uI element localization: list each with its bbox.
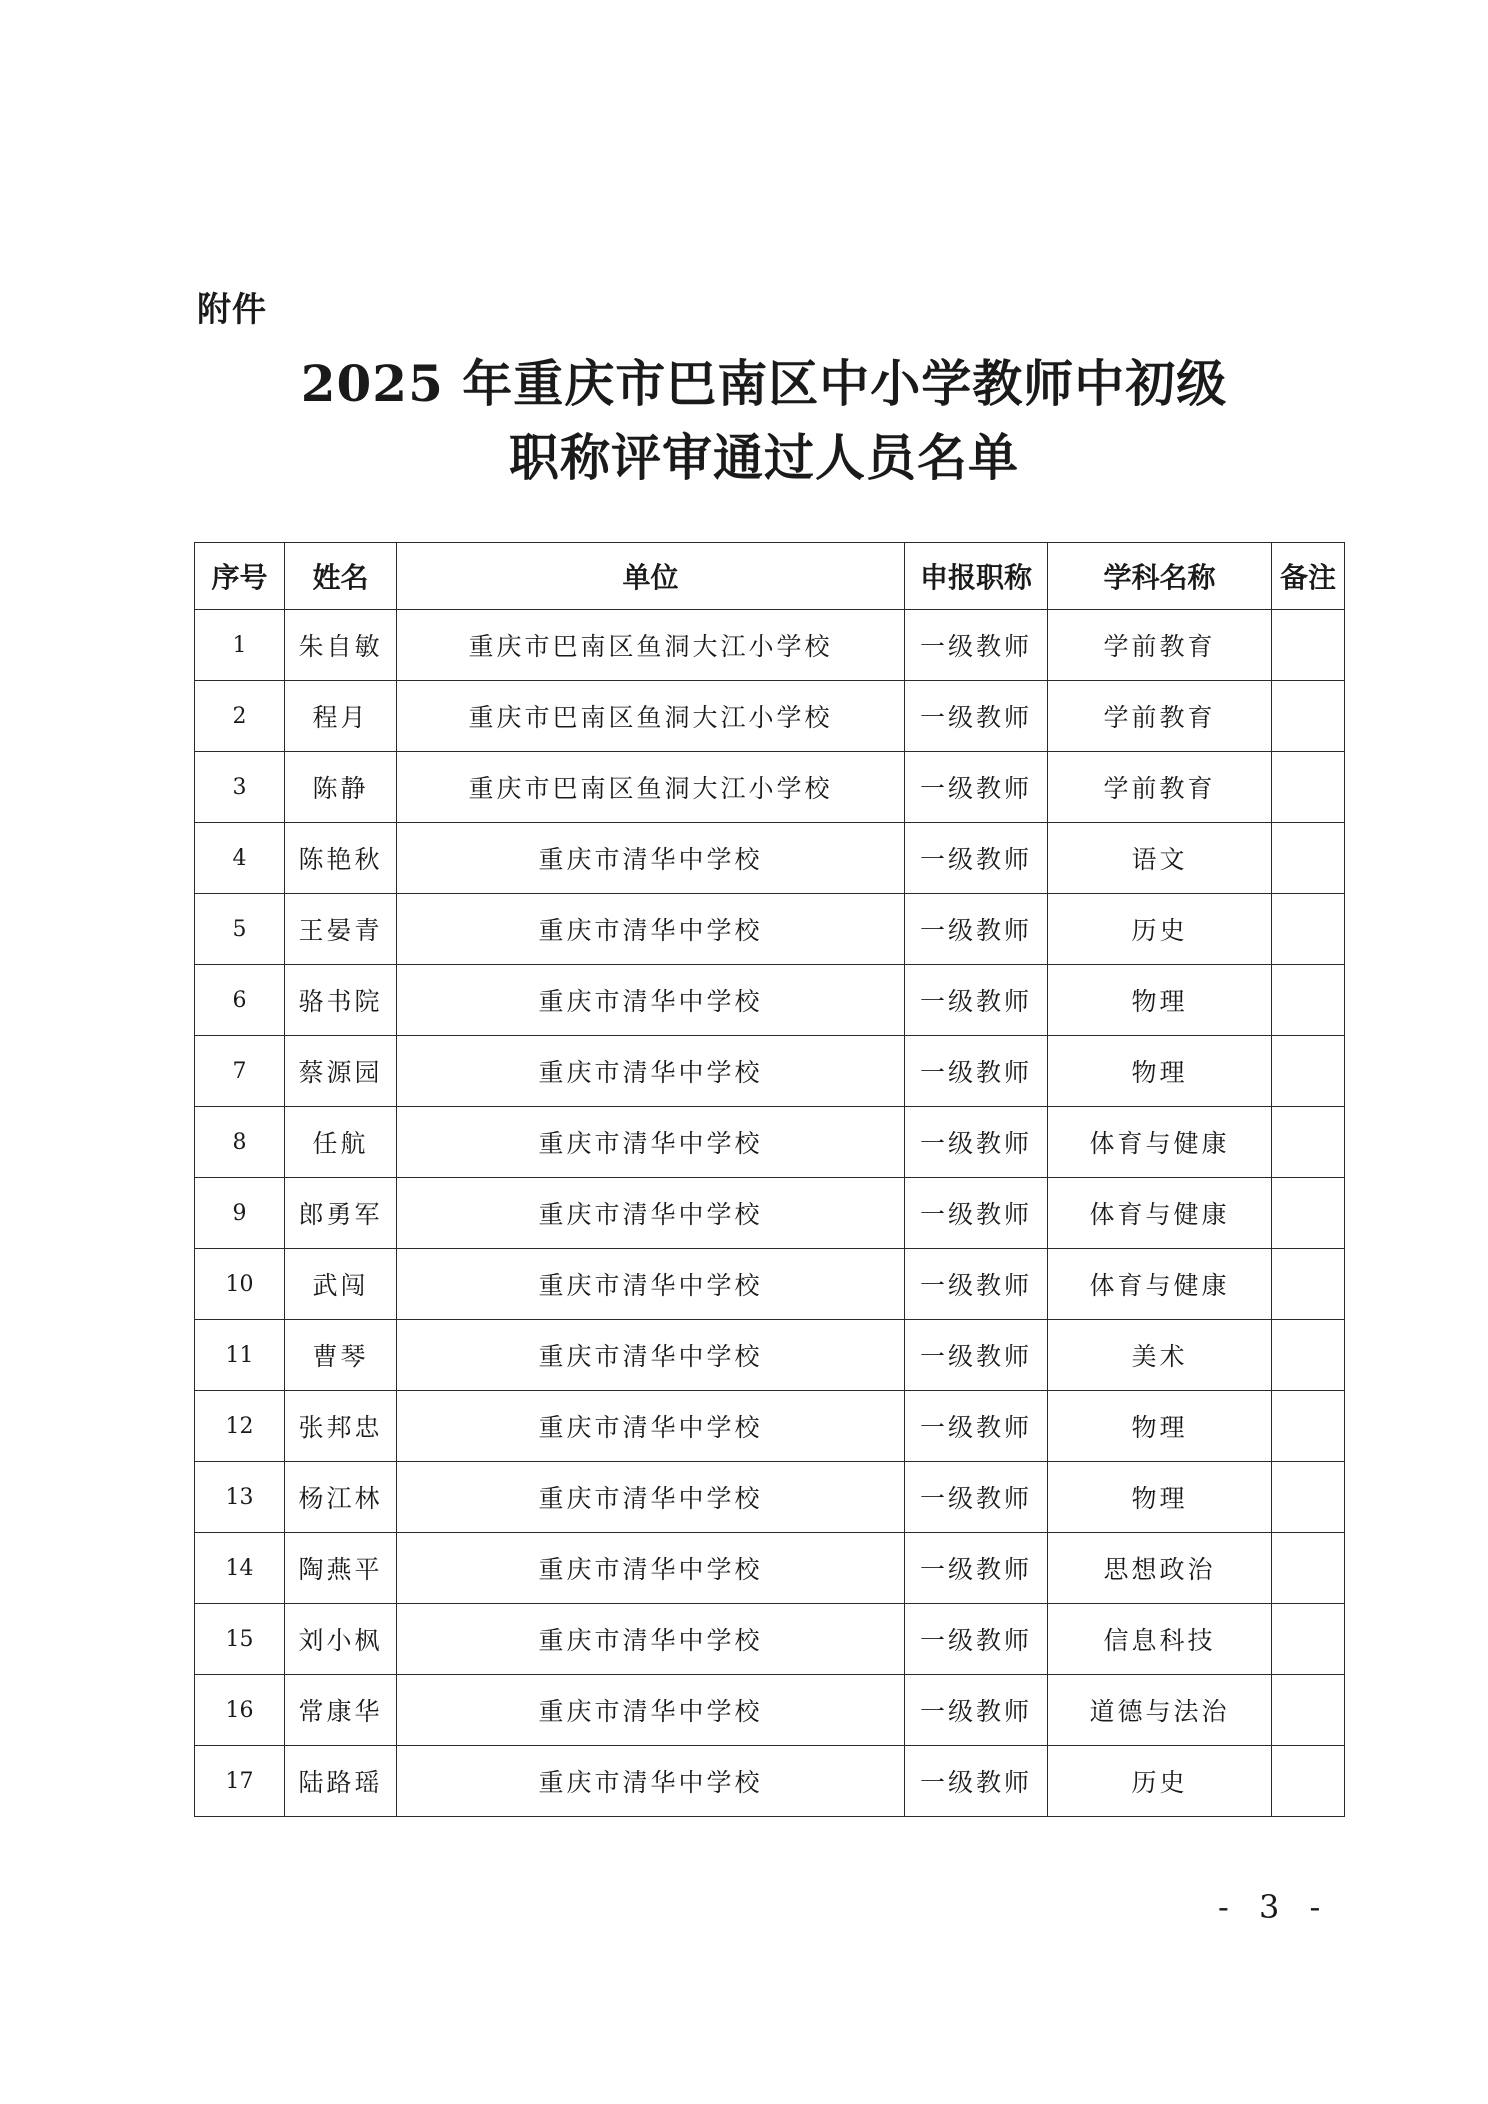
cell-title: 一级教师 <box>905 610 1048 681</box>
cell-index: 13 <box>195 1462 285 1533</box>
header-title: 申报职称 <box>905 543 1048 610</box>
cell-subject: 历史 <box>1048 1746 1272 1817</box>
cell-subject: 体育与健康 <box>1048 1107 1272 1178</box>
cell-subject: 物理 <box>1048 1462 1272 1533</box>
cell-title: 一级教师 <box>905 1675 1048 1746</box>
cell-name: 武闯 <box>285 1249 397 1320</box>
table-row <box>195 1533 1345 1604</box>
header-index: 序号 <box>195 543 285 610</box>
cell-name: 骆书院 <box>285 965 397 1036</box>
cell-note <box>1272 1036 1345 1107</box>
cell-subject: 美术 <box>1048 1320 1272 1391</box>
table-header-row <box>195 543 1345 610</box>
cell-unit: 重庆市清华中学校 <box>397 1107 905 1178</box>
table-row <box>195 610 1345 681</box>
cell-title: 一级教师 <box>905 965 1048 1036</box>
cell-index: 17 <box>195 1746 285 1817</box>
cell-subject: 物理 <box>1048 1391 1272 1462</box>
header-subject: 学科名称 <box>1048 543 1272 610</box>
cell-title: 一级教师 <box>905 681 1048 752</box>
cell-index: 1 <box>195 610 285 681</box>
table-row <box>195 1604 1345 1675</box>
cell-note <box>1272 894 1345 965</box>
cell-name: 曹琴 <box>285 1320 397 1391</box>
cell-unit: 重庆市清华中学校 <box>397 1391 905 1462</box>
cell-title: 一级教师 <box>905 1320 1048 1391</box>
cell-subject: 历史 <box>1048 894 1272 965</box>
cell-unit: 重庆市清华中学校 <box>397 1675 905 1746</box>
cell-name: 王晏青 <box>285 894 397 965</box>
cell-index: 9 <box>195 1178 285 1249</box>
table-body <box>195 610 1345 1817</box>
cell-name: 程月 <box>285 681 397 752</box>
cell-index: 16 <box>195 1675 285 1746</box>
cell-title: 一级教师 <box>905 752 1048 823</box>
table-row <box>195 1462 1345 1533</box>
cell-unit: 重庆市清华中学校 <box>397 1746 905 1817</box>
cell-index: 3 <box>195 752 285 823</box>
cell-index: 15 <box>195 1604 285 1675</box>
cell-subject: 体育与健康 <box>1048 1249 1272 1320</box>
cell-subject: 道德与法治 <box>1048 1675 1272 1746</box>
cell-title: 一级教师 <box>905 1462 1048 1533</box>
cell-note <box>1272 1746 1345 1817</box>
cell-unit: 重庆市清华中学校 <box>397 823 905 894</box>
page-number: - 3 - <box>1218 1888 1331 1926</box>
document-title-line-1: 2025 年重庆市巴南区中小学教师中初级 <box>300 354 1228 413</box>
table-row <box>195 1391 1345 1462</box>
cell-note <box>1272 681 1345 752</box>
cell-subject: 物理 <box>1048 965 1272 1036</box>
cell-index: 7 <box>195 1036 285 1107</box>
cell-name: 陈艳秋 <box>285 823 397 894</box>
cell-index: 12 <box>195 1391 285 1462</box>
cell-name: 张邦忠 <box>285 1391 397 1462</box>
cell-unit: 重庆市清华中学校 <box>397 965 905 1036</box>
document-title-line-2: 职称评审通过人员名单 <box>509 428 1019 487</box>
cell-index: 5 <box>195 894 285 965</box>
cell-note <box>1272 1391 1345 1462</box>
cell-unit: 重庆市巴南区鱼洞大江小学校 <box>397 752 905 823</box>
cell-note <box>1272 1533 1345 1604</box>
cell-unit: 重庆市清华中学校 <box>397 1249 905 1320</box>
cell-unit: 重庆市清华中学校 <box>397 1604 905 1675</box>
cell-note <box>1272 752 1345 823</box>
table-row <box>195 1746 1345 1817</box>
cell-subject: 学前教育 <box>1048 752 1272 823</box>
cell-title: 一级教师 <box>905 1533 1048 1604</box>
cell-name: 陶燕平 <box>285 1533 397 1604</box>
table-row <box>195 1178 1345 1249</box>
table-row <box>195 1036 1345 1107</box>
cell-note <box>1272 1107 1345 1178</box>
cell-index: 8 <box>195 1107 285 1178</box>
cell-unit: 重庆市清华中学校 <box>397 1533 905 1604</box>
cell-subject: 思想政治 <box>1048 1533 1272 1604</box>
cell-note <box>1272 1675 1345 1746</box>
cell-note <box>1272 610 1345 681</box>
table-row <box>195 823 1345 894</box>
cell-title: 一级教师 <box>905 1391 1048 1462</box>
cell-note <box>1272 1320 1345 1391</box>
cell-name: 蔡源园 <box>285 1036 397 1107</box>
cell-index: 2 <box>195 681 285 752</box>
cell-name: 任航 <box>285 1107 397 1178</box>
cell-name: 郎勇军 <box>285 1178 397 1249</box>
cell-name: 常康华 <box>285 1675 397 1746</box>
cell-note <box>1272 965 1345 1036</box>
cell-subject: 学前教育 <box>1048 681 1272 752</box>
table-row <box>195 681 1345 752</box>
cell-unit: 重庆市清华中学校 <box>397 894 905 965</box>
cell-subject: 信息科技 <box>1048 1604 1272 1675</box>
cell-index: 4 <box>195 823 285 894</box>
cell-index: 11 <box>195 1320 285 1391</box>
cell-note <box>1272 1178 1345 1249</box>
header-name: 姓名 <box>285 543 397 610</box>
cell-title: 一级教师 <box>905 894 1048 965</box>
header-note: 备注 <box>1272 543 1345 610</box>
cell-index: 14 <box>195 1533 285 1604</box>
table-row <box>195 1675 1345 1746</box>
cell-name: 陈静 <box>285 752 397 823</box>
table-row <box>195 752 1345 823</box>
cell-title: 一级教师 <box>905 1036 1048 1107</box>
cell-unit: 重庆市清华中学校 <box>397 1036 905 1107</box>
cell-title: 一级教师 <box>905 1604 1048 1675</box>
table-row <box>195 1320 1345 1391</box>
cell-subject: 体育与健康 <box>1048 1178 1272 1249</box>
cell-subject: 语文 <box>1048 823 1272 894</box>
cell-title: 一级教师 <box>905 1249 1048 1320</box>
cell-unit: 重庆市清华中学校 <box>397 1320 905 1391</box>
table-row <box>195 1107 1345 1178</box>
cell-unit: 重庆市巴南区鱼洞大江小学校 <box>397 681 905 752</box>
cell-note <box>1272 823 1345 894</box>
approved-personnel-table <box>194 542 1345 1817</box>
header-unit: 单位 <box>397 543 905 610</box>
cell-name: 朱自敏 <box>285 610 397 681</box>
cell-name: 陆路瑶 <box>285 1746 397 1817</box>
cell-title: 一级教师 <box>905 1178 1048 1249</box>
cell-index: 10 <box>195 1249 285 1320</box>
attachment-label: 附件 <box>197 290 267 330</box>
cell-note <box>1272 1604 1345 1675</box>
cell-title: 一级教师 <box>905 823 1048 894</box>
cell-note <box>1272 1249 1345 1320</box>
cell-name: 刘小枫 <box>285 1604 397 1675</box>
table-row <box>195 965 1345 1036</box>
cell-unit: 重庆市清华中学校 <box>397 1178 905 1249</box>
cell-subject: 物理 <box>1048 1036 1272 1107</box>
cell-title: 一级教师 <box>905 1746 1048 1817</box>
cell-note <box>1272 1462 1345 1533</box>
table-row <box>195 894 1345 965</box>
cell-title: 一级教师 <box>905 1107 1048 1178</box>
cell-subject: 学前教育 <box>1048 610 1272 681</box>
cell-index: 6 <box>195 965 285 1036</box>
table-row <box>195 1249 1345 1320</box>
cell-name: 杨江林 <box>285 1462 397 1533</box>
cell-unit: 重庆市清华中学校 <box>397 1462 905 1533</box>
cell-unit: 重庆市巴南区鱼洞大江小学校 <box>397 610 905 681</box>
